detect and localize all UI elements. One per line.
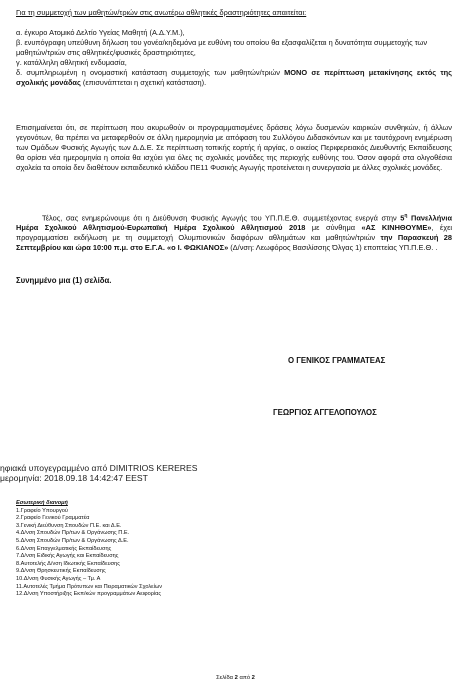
- requirement-item-c: γ. κατάλληλη αθλητική ενδυμασία,: [16, 58, 127, 67]
- list-item: 3.Γενική Διεύθυνση Σπουδών Π.Ε. και Δ.Ε.: [16, 522, 122, 529]
- list-item: 9.Δ/νση Θρησκευτικής Εκπαίδευσης: [16, 568, 106, 575]
- cancellation-paragraph: Επισημαίνεται ότι, σε περίπτωση που ακυρωθούν οι προγραμματισμένες δράσεις λόγω δυσμενών καιρικών συνθηκών, ή άλλων γεγονότων, θα πρέπει να μεταφερθούν σε άλλη ημερομηνία με απόφαση του Συλλόγου Διδασκόντων και με ταυτόχρονη ενημέρωση των Ομάδων Φυσικής Αγωγής των Δ.Δ.Ε. Σε περίπτωση τοπικής εορτής ή αργίας, ο οικείος Περιφερειακός Διευθυντής Εκπαίδευσης θα ορίσει νέα ημερομηνία η οποία θα ισχύει για όλες τις σχολικές μονάδες της περιοχής ευθύνης του. Όσον αφορά στα ολιγοθέσια σχολεία τα οποία δεν διαθέτουν εκπαιδευτικό κλάδου ΠΕ11 Φυσικής Αγωγής προτείνεται η συνεργασία με άλλες σχολικές μονάδες.: [16, 123, 452, 172]
- event-text-2: με σύνθημα: [305, 223, 362, 233]
- digital-signature: [0, 463, 197, 483]
- list-item: 4.Δ/νση Σπουδών Πρ/των & Οργάνωσης Π.Ε.: [16, 530, 130, 537]
- event-text-4: (Δ/νση: Λεωφόρος Βασιλίσσης Όλγας 1) εποπτείας ΥΠ.Π.Ε.Θ. .: [228, 243, 438, 253]
- event-text-3: , έχει προγραμματίσει εκδήλωση με τη συμμετοχή Ολυμπιονικών διαφόρων αθλημάτων και μαθητών/τριών: [16, 223, 453, 243]
- event-text-1: Τέλος, σας ενημερώνουμε ότι η Διεύθυνση Φυσικής Αγωγής του ΥΠ.Π.Ε.Θ. συμμετέχοντας ενεργά στην: [42, 213, 401, 223]
- requirement-item-d-bold: ΜΟΝΟ σε περίπτωση μετακίνησης εκτός της σχολικής μονάδας: [16, 68, 452, 87]
- list-item: 7.Δ/νση Ειδικής Αγωγής και Εκπαίδευσης: [16, 553, 119, 560]
- event-edition-suffix: η: [404, 213, 408, 219]
- distribution-heading: Εσωτερική διανομή: [16, 500, 68, 506]
- event-edition: 5: [400, 213, 405, 223]
- list-item: 10.Δ/νση Φυσικής Αγωγής – Τμ. Α: [16, 575, 101, 582]
- page-footer: [0, 675, 471, 681]
- attachment-note: Συνημμένο μια (1) σελίδα.: [16, 276, 112, 285]
- list-item: 2.Γραφείο Γενικού Γραμματέα: [16, 515, 90, 522]
- event-slogan: «ΑΣ ΚΙΝΗΘΟΥΜΕ»: [361, 223, 432, 233]
- list-item: 8.Αυτοτελής Δ/νση Ιδιωτικής Εκπαίδευσης: [16, 560, 120, 567]
- event-paragraph: [16, 211, 452, 253]
- requirements-section: [16, 8, 452, 88]
- digital-signature-date: μερομηνία: 2018.09.18 14:42:47 EEST: [0, 473, 148, 483]
- footer-total-pages: 2: [251, 675, 255, 681]
- event-name: Πανελλήνια Ημέρα Σχολικού Αθλητισμού-Ευρωπαϊκή Ημέρα Σχολικού Αθλητισμού 2018: [16, 213, 452, 233]
- requirements-intro: Για τη συμμετοχή των μαθητών/τριών στις ανωτέρω αθλητικές δραστηριότητες απαιτείται:: [16, 8, 307, 17]
- distribution-list: [16, 500, 162, 599]
- requirement-item-d-text: δ. συμπληρωμένη η ονομαστική κατάσταση συμμετοχής των μαθητών/τριών: [16, 68, 285, 77]
- list-item: 12.Δ/νση Υποστήριξης Εκπ/κών προγραμμάτων Αειφορίας: [16, 591, 162, 598]
- requirement-item-d: [16, 68, 452, 88]
- requirement-item-a: α. έγκυρο Ατομικό Δελτίο Υγείας Μαθητή (Α.Δ.Υ.Μ.),: [16, 28, 185, 37]
- list-item: 5.Δ/νση Σπουδών Πρ/των & Οργάνωσης Δ.Ε.: [16, 537, 129, 544]
- footer-of: από: [237, 675, 252, 681]
- signature-title: Ο ΓΕΝΙΚΟΣ ΓΡΑΜΜΑΤΕΑΣ: [288, 356, 386, 365]
- list-item: 6.Δ/νση Επαγγελματικής Εκπαίδευσης: [16, 545, 112, 552]
- digital-signature-signer: ηφιακά υπογεγραμμένο από DIMITRIOS KERERES: [0, 463, 198, 473]
- footer-prefix: Σελίδα: [216, 675, 235, 681]
- requirement-item-d-note: (επισυνάπτεται η σχετική κατάσταση).: [80, 78, 207, 87]
- footer-current-page: 2: [234, 675, 238, 681]
- list-item: 11.Αυτοτελές Τμήμα Πρότυπων και Πειραματικών Σχολείων: [16, 583, 163, 590]
- list-item: 1.Γραφείο Υπουργού: [16, 507, 68, 514]
- signature-name: ΓΕΩΡΓΙΟΣ ΑΓΓΕΛΟΠΟΥΛΟΣ: [273, 408, 377, 417]
- event-datetime-venue: την Παρασκευή 28 Σεπτεμβρίου και ώρα 10:00 π.μ. στο Ε.Γ.Α. «ο Ι. ΦΩΚΙΑΝΟΣ»: [16, 233, 453, 253]
- requirement-item-b: β. ενυπόγραφη υπεύθυνη δήλωση του γονέα/κηδεμόνα με ευθύνη του οποίου θα εξασφαλίζεται η δυνατότητα συμμετοχής των μαθητών/τριών στις αθλητικές/φυσικές δραστηριότητες,: [16, 38, 428, 57]
